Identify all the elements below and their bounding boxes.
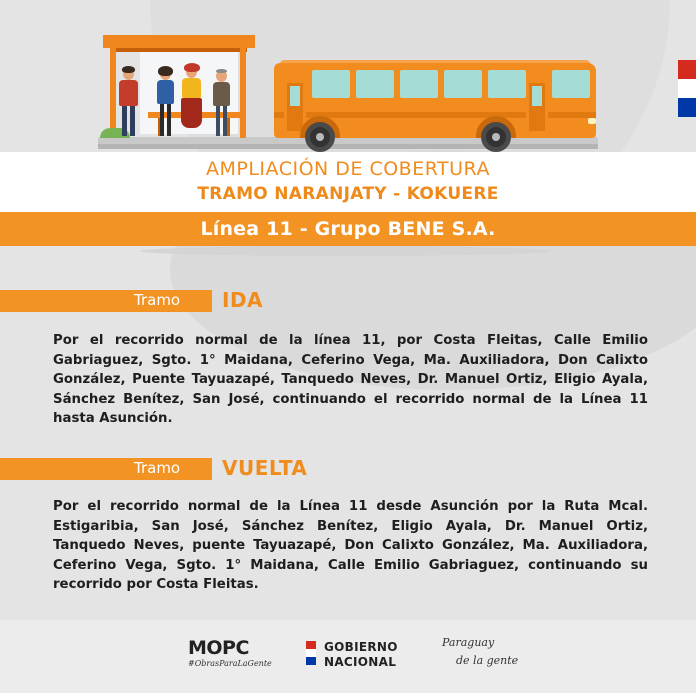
banner-shadow — [140, 246, 550, 256]
tramo-ida-bar — [0, 290, 212, 312]
line-label: Línea 11 - Grupo BENE S.A. — [200, 218, 496, 240]
tramo-ida-text: Por el recorrido normal de la línea 11, por Costa Fleitas, Calle Emilio Gabriaguez, Sgto. 1° Maidana, Ceferino Vega, Ma. Auxiliadora, Don Calixto González, Puente Tayuazapé, Tanquedo Neves, Dr. Manuel Ortiz, Eligio Ayala, Sánchez Benítez, San José, continuando el recorrido normal de la Línea 11 hasta Asunción. — [53, 333, 648, 426]
tramo-vuelta-name: VUELTA — [222, 456, 308, 480]
tramo-vuelta-label: Tramo — [134, 459, 181, 477]
tramo-ida-name: IDA — [222, 288, 264, 312]
ground-shadow — [98, 144, 598, 149]
paraguay-logo-line2: de la gente — [456, 654, 519, 667]
mopc-logo: MOPC — [188, 637, 249, 659]
bus-stop-illustration — [0, 0, 696, 152]
mopc-slogan: #ObrasParaLaGente — [188, 659, 272, 668]
page-title: AMPLIACIÓN DE COBERTURA — [206, 158, 490, 180]
tramo-ida-label: Tramo — [134, 291, 181, 309]
gobierno-logo-line1: GOBIERNO — [324, 640, 398, 654]
paraguay-logo-line1: Paraguay — [442, 636, 495, 649]
tramo-vuelta-text: Por el recorrido normal de la Línea 11 desde Asunción por la Ruta Mcal. Estigaribia, San José, Sánchez Benítez, Eligio Ayala, Dr. Manuel Ortiz, Tanquedo Neves, puente Tayuazapé, Don Calixto González, Ma. Auxiliadora, Ceferino Vega, Sgto. 1° Maidana, Calle Emilio Gabriaguez, continuando su recorrido por Costa Fleitas. — [53, 499, 648, 592]
gobierno-logo-line2: NACIONAL — [324, 655, 397, 669]
gobierno-flag-icon — [306, 641, 316, 665]
tramo-vuelta-bar — [0, 458, 212, 480]
page-subtitle: TRAMO NARANJATY - KOKUERE — [197, 184, 499, 204]
